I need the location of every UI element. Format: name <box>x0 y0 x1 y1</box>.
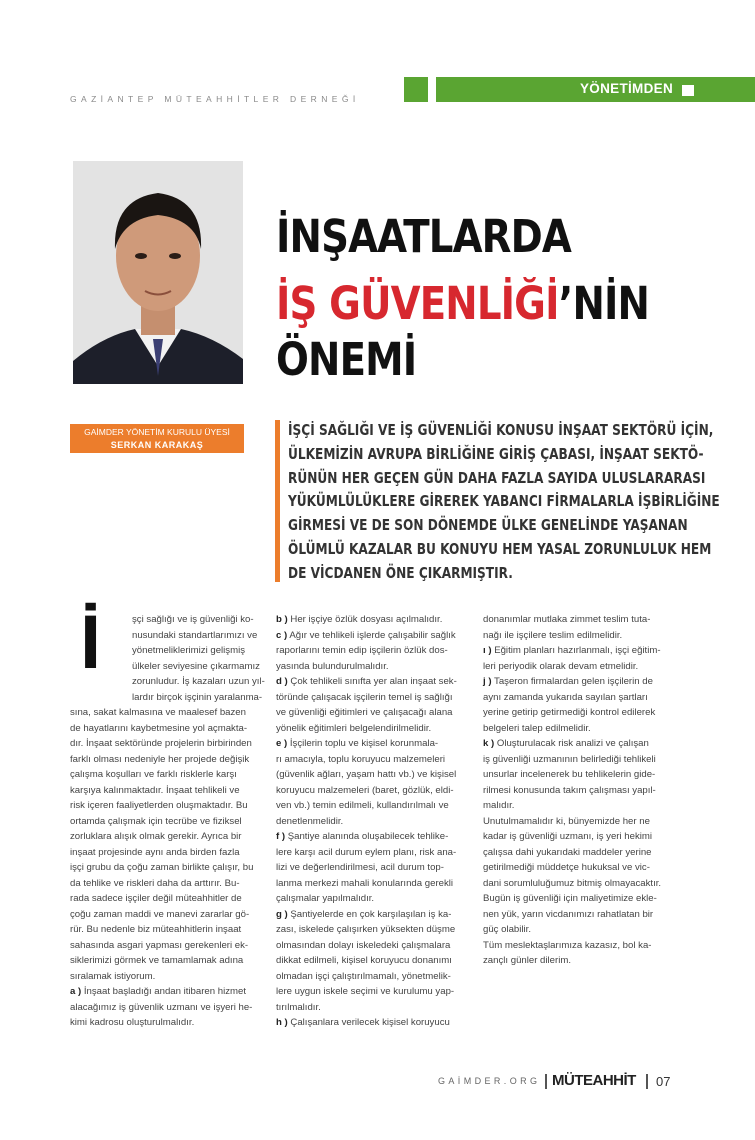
lead-line: YÜKÜMLÜLÜKLERE GİREREK YABANCI FİRMALARLA İŞBİRLİĞİNE <box>288 492 720 511</box>
list-item-line: d ) Çok tehlikeli sınıfta yer alan inşaat sek- <box>276 676 457 687</box>
lead-line: ÖLÜMLÜ KAZALAR BU KONUYU HEM YASAL ZORUNLULUK HEM <box>288 539 712 558</box>
list-item-line: b ) Her işçiye özlük dosyası açılmalıdır. <box>276 614 443 625</box>
lead-line: GİRMESİ VE DE SON DÖNEMDE ÜLKE GENELİNDE YAŞANAN <box>288 516 688 535</box>
list-item-line: alacağımız iş güvenlik uzmanı ve işyeri he- <box>70 1001 253 1013</box>
footer-site: GAİMDER.ORG <box>438 1076 541 1086</box>
author-role: GAİMDER YÖNETİM KURULU ÜYESİ <box>84 427 230 437</box>
list-item-line: töründe çalışacak işçilerin temel iş sağlığı <box>276 691 453 703</box>
body-line: kadar iş güvenliği uzmanı, iş yeri hekimi <box>483 831 653 842</box>
body-line: çalışsa dahi yukarıdaki maddeler yerine <box>483 846 652 858</box>
author-box <box>70 424 244 453</box>
body-line: işçi grubu da çoğu zaman birlikte çalışır, bu <box>70 862 254 873</box>
list-item-line: belgeleri talep edilmelidir. <box>483 722 591 734</box>
body-line: ülkeler seviyesine çıkarmamız <box>132 660 260 672</box>
article-title-line1: İNŞAATLARDA <box>276 210 571 263</box>
body-line: Bugün iş güvenliği için maliyetimize ekle- <box>483 893 657 904</box>
list-item-line: çalışmalar yapılmalıdır. <box>276 893 375 904</box>
lead-line: DE VİCDANEN ÖNE ÇIKARMIŞTIR. <box>288 563 513 582</box>
body-line: güç olabilir. <box>483 924 531 935</box>
section-banner <box>436 77 755 102</box>
list-item-line: ve güvenliği eğitimleri ve çalışacağı alana <box>276 707 453 718</box>
item-marker: e ) <box>276 738 288 749</box>
body-line: rür. Bu nedenle biz müteahhitlerin inşaat <box>70 924 242 935</box>
title-suffix: ’NİN <box>558 277 650 330</box>
item-marker: d ) <box>276 676 288 687</box>
body-line: donanımlar mutlaka zimmet teslim tuta- <box>483 614 651 625</box>
list-item-line: g ) Şantiyelerde en çok karşılaşılan iş ka- <box>276 908 452 920</box>
body-line: çoğu zaman maddi ve manevi zararlar gö- <box>70 908 250 920</box>
body-column-3 <box>483 612 661 969</box>
list-item-line: lizi ve değerlendirilmesi, acil durum top- <box>276 862 444 873</box>
lead-accent-bar <box>275 420 280 582</box>
list-item-line: c ) Ağır ve tehlikeli işlerde çalışabilir sağlık <box>276 629 456 641</box>
list-item-line: e ) İşçilerin toplu ve kişisel korunmala- <box>276 738 439 749</box>
list-item-line: yasında bulundurulmalıdır. <box>276 660 389 672</box>
footer-divider <box>646 1074 648 1089</box>
list-item-line: zası, iskelede çalışırken yüksekten düşme <box>276 924 456 935</box>
body-line: da tehlike ve riskleri daha da arttırır. Bu- <box>70 877 240 889</box>
header-accent-block <box>404 77 428 102</box>
list-item-line: aynı zamanda yukarıda sayılan şartları <box>483 691 648 703</box>
author-name: SERKAN KARAKAŞ <box>110 440 204 450</box>
list-item-line: (güvenlik ağları, yaşam hattı vb.) ve kişisel <box>276 769 457 780</box>
title-highlight: İŞ GÜVENLİĞİ <box>276 277 559 330</box>
footer-magazine-logo: MÜTEAHHİT <box>552 1072 636 1089</box>
body-line: dani sorumluluğumuz bitmiş olmayacaktır. <box>483 877 662 889</box>
author-photo <box>73 161 243 384</box>
lead-line: ÜLKEMİZİN AVRUPA BİRLİĞİNE GİRİŞ ÇABASI, İNŞAAT SEKTÖ- <box>288 444 704 463</box>
list-item-line: denetlenmelidir. <box>276 815 344 827</box>
lead-line: İŞÇİ SAĞLIĞI VE İŞ GÜVENLİĞİ KONUSU İNŞAAT SEKTÖRÜ İÇİN, <box>288 421 714 439</box>
list-item-line: iş güvenliği uzmanının belirlediği tehlikeli <box>483 753 656 765</box>
body-line: karşıya kalınmaktadır. İnşaat tehlikeli ve <box>70 784 240 796</box>
section-label: YÖNETİMDEN <box>579 81 673 96</box>
list-item-line: lanma merkezi mahali konularında gerekli <box>276 877 454 889</box>
body-line: nen yük, yarın vicdanımızı rahatlatan bir <box>483 908 654 920</box>
footer-divider <box>545 1074 547 1089</box>
body-line: zançlı günler dilerim. <box>483 955 571 966</box>
body-line: siklerimizi görmek ve tamamlamak adına <box>70 955 244 966</box>
list-item-line: tırılmalıdır. <box>276 1001 321 1013</box>
body-line: rada sadece işçiler değil müteahhitler de <box>70 893 242 904</box>
body-line: sıralamak istiyorum. <box>70 970 156 982</box>
body-line: çalışma koşulları ve farklı risklerle karşı <box>70 769 237 780</box>
item-marker: a ) <box>70 986 82 997</box>
list-item-line: olmasından dolayı iskeledeki çalışmalara <box>276 939 451 951</box>
list-item-line: ı ) Eğitim planları hazırlanmalı, işçi eğitim- <box>483 645 661 656</box>
header-association: GAZİANTEP MÜTEAHHİTLER DERNEĞİ <box>70 94 360 104</box>
body-column-1 <box>70 612 265 1031</box>
page-number: 07 <box>656 1074 671 1089</box>
list-item-line: unsurlar incelenerek bu tehlikelerin gide- <box>483 769 656 780</box>
body-line: nusundaki standartlarımızı ve <box>132 629 258 641</box>
body-line: inşaat projesinde aynı anda birden fazla <box>70 846 240 858</box>
list-item-line: f ) Şantiye alanında oluşabilecek tehlike- <box>276 831 449 842</box>
dropcap: İ <box>80 600 102 685</box>
body-line: sına, sakat kalmasına ve maalesef bazen <box>70 707 246 718</box>
body-line: farklı olması nedeniyle her projede değişik <box>70 753 250 765</box>
item-marker: j ) <box>483 676 492 687</box>
article-title-line3: ÖNEMİ <box>276 333 417 386</box>
body-line: Tüm meslektaşlarımıza kazasız, bol ka- <box>483 939 652 951</box>
list-item-line: lere uygun iskele seçimi ve kurulumu yap- <box>276 986 455 997</box>
lead-paragraph <box>288 419 720 586</box>
item-marker: ı ) <box>483 645 492 656</box>
body-line: nağı ile işçilere teslim edilmelidir. <box>483 629 623 641</box>
list-item-line: kimi kadrosu oluşturulmalıdır. <box>70 1017 195 1028</box>
list-item-line: k ) Oluşturulacak risk analizi ve çalışan <box>483 738 649 749</box>
body-line: risk içeren faaliyetlerden oluşmaktadır. Bu <box>70 800 248 811</box>
list-item-line: ven vb.) temin edilmeli, kullandırılmalı ve <box>276 800 449 811</box>
lead-line: RÜNÜN HER GEÇEN GÜN DAHA FAZLA SAYIDA ULUSLARARASI <box>288 468 706 487</box>
list-item-line: dikkat edilmeli, kişisel koruyucu donanımı <box>276 955 452 966</box>
list-item-line: h ) Çalışanlara verilecek kişisel koruyucu <box>276 1017 450 1028</box>
item-marker: f ) <box>276 831 286 842</box>
list-item-line: rilmesi konusunda takım çalışması yapıl- <box>483 784 656 796</box>
list-item-line: yönelik eğitimleri belgelendirilmelidir. <box>276 722 432 734</box>
body-line: Unutulmamalıdır ki, bünyemizde her ne <box>483 815 650 827</box>
body-line: şçi sağlığı ve iş güvenliği ko- <box>132 614 254 625</box>
list-item-line: leri periyodik olarak devam etmelidir. <box>483 660 639 672</box>
item-marker: k ) <box>483 738 495 749</box>
body-line: ortamda çalışmak için tecrübe ve fiziksel <box>70 815 242 827</box>
list-item-line: yerine getirip getirmediği kontrol edilerek <box>483 707 656 718</box>
list-item-line: a ) İnşaat başladığı andan itibaren hizmet <box>70 986 247 997</box>
item-marker: g ) <box>276 908 288 920</box>
body-line: de hayatlarını kaybetmesine yol açmakta- <box>70 722 248 734</box>
body-column-2 <box>276 612 457 1031</box>
body-line: getirilmediği müddetçe hukuksal ve vic- <box>483 862 650 873</box>
list-item-line: lere karşı acil durum eylem planı, risk ana- <box>276 846 457 858</box>
body-line: sahasında asgari yapması gerekenleri ek- <box>70 939 249 951</box>
list-item-line: rı amacıyla, toplu koruyucu malzemeleri <box>276 753 446 765</box>
item-marker: c ) <box>276 629 288 641</box>
list-item-line: olmadan işçi çalıştırılmamalı, yönetmelik- <box>276 970 451 982</box>
body-line: yönetmeliklerimizi gelişmiş <box>132 645 246 656</box>
item-marker: h ) <box>276 1017 288 1028</box>
list-item-line: raporlarını temin edip işçilerin özlük dos- <box>276 645 448 656</box>
section-square-icon <box>682 85 694 96</box>
article-title-line2 <box>276 279 672 329</box>
body-line: dır. İnşaat sektöründe projelerin birbirinden <box>70 738 252 749</box>
body-line: lardır birçok işçinin yaralanma- <box>132 691 263 703</box>
list-item-line: koruyucu malzemeleri (baret, gözlük, eldi- <box>276 784 454 796</box>
item-marker: b ) <box>276 614 288 625</box>
body-line: zorunludur. İş kazaları uzun yıl- <box>132 676 265 687</box>
list-item-line: malıdır. <box>483 800 515 811</box>
body-line: zorluklara alışık olmak gerekir. Ayrıca bir <box>70 831 242 842</box>
list-item-line: j ) Taşeron firmalardan gelen işçilerin de <box>483 676 653 687</box>
